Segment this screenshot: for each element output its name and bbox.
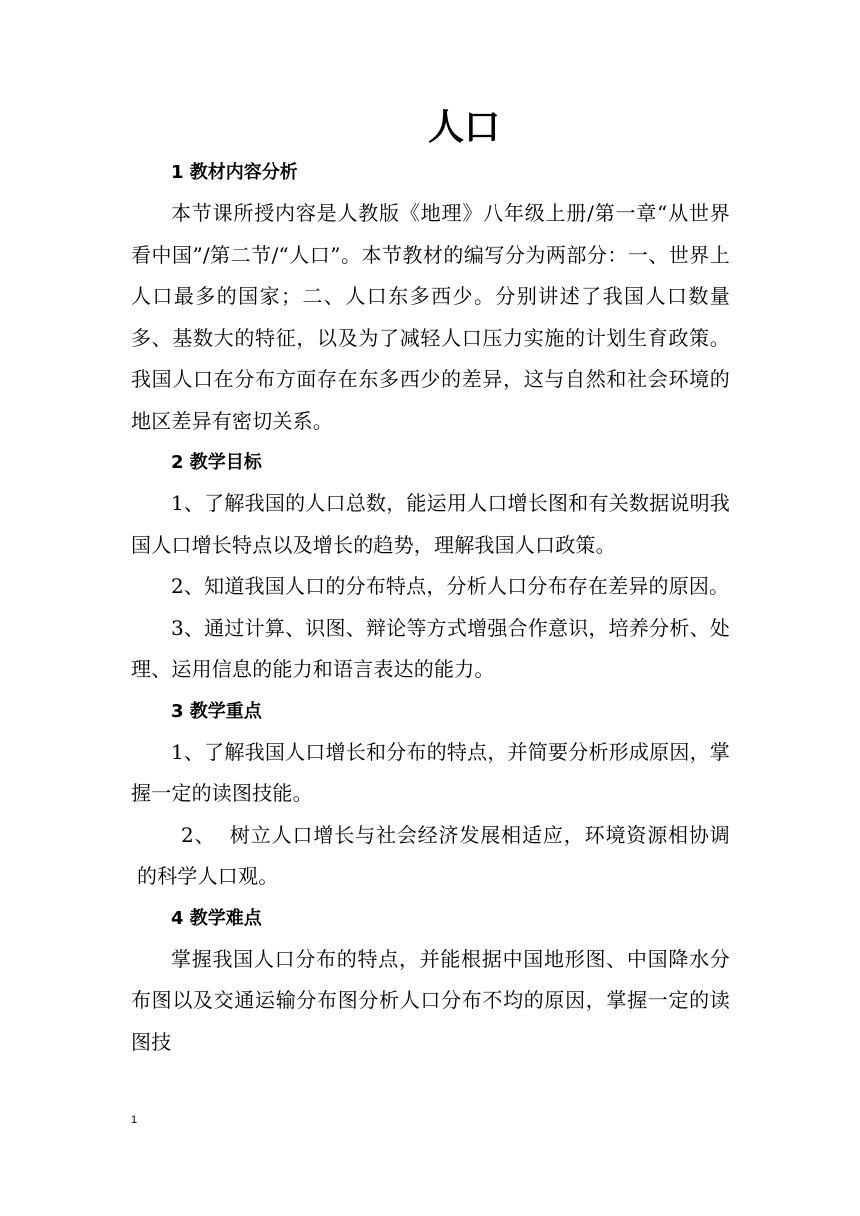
paragraph-key-point-1: 1、了解我国人口增长和分布的特点，并简要分析形成原因，掌握一定的读图技能。 (131, 739, 730, 805)
section-heading-key-points: 3 教学重点 (171, 700, 262, 722)
paragraph-goal-1: 1、了解我国的人口总数，能运用人口增长图和有关数据说明我国人口增长特点以及增长的趋势，理解我国人口政策。 (131, 491, 730, 557)
section-heading-teaching-goals: 2 教学目标 (171, 452, 262, 473)
document-body (131, 152, 730, 1063)
paragraph-goal-2: 2、知道我国人口的分布特点，分析人口分布存在差异的原因。 (171, 574, 730, 598)
paragraph-content-analysis: 本节课所授内容是人教版《地理》八年级上册/第一章“从世界看中国”/第二节/“人口”。本节教材的编写分为两部分：一、世界上人口最多的国家；二、人口东多西少。分别讲述了我国人口数量多、基数大的特征，以及为了减轻人口压力实施的计划生育政策。我国人口在分布方面存在东多西少的差异，这与自然和社会环境的地区差异有密切关系。 (131, 201, 730, 433)
section-heading-difficulties: 4 教学难点 (171, 907, 262, 929)
page-number: 1 (131, 1114, 138, 1126)
section-heading-content-analysis: 1 教材内容分析 (171, 162, 298, 183)
paragraph-difficulty: 掌握我国人口分布的特点，并能根据中国地形图、中国降水分布图以及交通运输分布图分析人口分布不均的原因，掌握一定的读图技 (131, 946, 730, 1054)
paragraph-key-point-2: 2、 树立人口增长与社会经济发展相适应，环境资源相协调的科学人口观。 (137, 822, 730, 888)
page-title: 人口 (427, 107, 500, 148)
paragraph-goal-3: 3、通过计算、识图、辩论等方式增强合作意识，培养分析、处理、运用信息的能力和语言表达的能力。 (131, 615, 730, 681)
